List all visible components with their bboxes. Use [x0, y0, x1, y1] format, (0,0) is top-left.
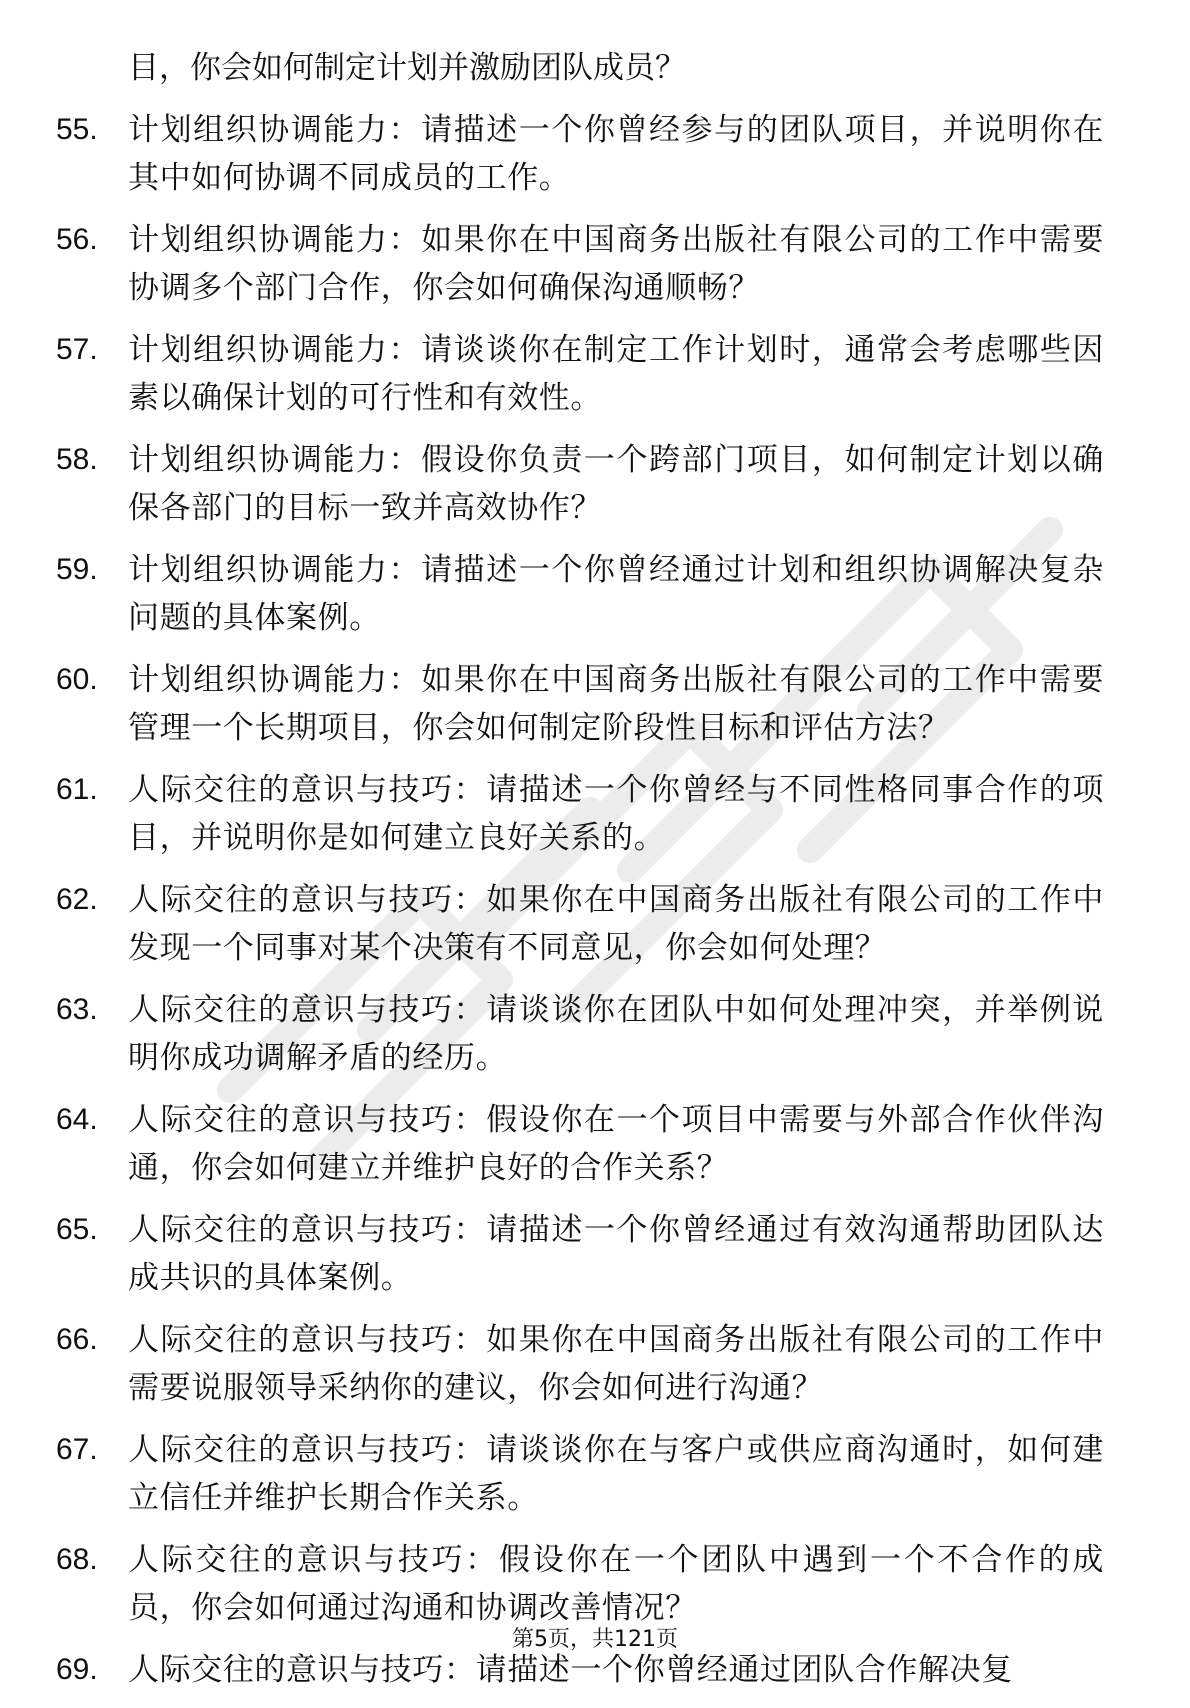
question-text: 人际交往的意识与技巧：如果你在中国商务出版社有限公司的工作中需要说服领导采纳你的建议，你会如何进行沟通？	[128, 1322, 1104, 1406]
question-item	[56, 436, 1116, 532]
question-text: 计划组织协调能力：如果你在中国商务出版社有限公司的工作中需要管理一个长期项目，你会如何制定阶段性目标和评估方法？	[128, 662, 1104, 746]
question-text: 人际交往的意识与技巧：请描述一个你曾经与不同性格同事合作的项目，并说明你是如何建立良好关系的。	[128, 772, 1104, 856]
question-list	[56, 106, 1116, 1694]
question-item	[56, 656, 1116, 752]
question-number: 57.	[56, 333, 98, 366]
question-number: 55.	[56, 113, 98, 146]
question-item	[56, 1096, 1116, 1192]
question-item	[56, 1536, 1116, 1632]
question-number: 63.	[56, 993, 98, 1026]
question-item	[56, 1206, 1116, 1302]
question-number: 69.	[56, 1653, 98, 1686]
continued-question-text: 目，你会如何制定计划并激励团队成员？	[128, 50, 686, 86]
question-number: 64.	[56, 1103, 98, 1136]
question-item	[56, 106, 1116, 202]
question-item	[56, 546, 1116, 642]
question-text: 计划组织协调能力：请描述一个你曾经通过计划和组织协调解决复杂问题的具体案例。	[128, 552, 1104, 636]
question-number: 66.	[56, 1323, 98, 1356]
question-text: 人际交往的意识与技巧：如果你在中国商务出版社有限公司的工作中发现一个同事对某个决策有不同意见，你会如何处理？	[128, 882, 1104, 966]
question-number: 68.	[56, 1543, 98, 1576]
question-item	[56, 986, 1116, 1082]
question-text: 计划组织协调能力：请谈谈你在制定工作计划时，通常会考虑哪些因素以确保计划的可行性和有效性。	[128, 332, 1104, 416]
question-item	[56, 1646, 1116, 1694]
question-item	[56, 1316, 1116, 1412]
question-item	[56, 326, 1116, 422]
question-number: 61.	[56, 773, 98, 806]
question-number: 58.	[56, 443, 98, 476]
question-item	[56, 1426, 1116, 1522]
question-text: 人际交往的意识与技巧：假设你在一个团队中遇到一个不合作的成员，你会如何通过沟通和协调改善情况？	[128, 1542, 1104, 1626]
question-number: 62.	[56, 883, 98, 916]
question-text: 计划组织协调能力：如果你在中国商务出版社有限公司的工作中需要协调多个部门合作，你会如何确保沟通顺畅？	[128, 222, 1104, 306]
question-item	[56, 216, 1116, 312]
question-text: 计划组织协调能力：请描述一个你曾经参与的团队项目，并说明你在其中如何协调不同成员的工作。	[128, 112, 1104, 196]
question-text: 人际交往的意识与技巧：请描述一个你曾经通过团队合作解决复	[128, 1652, 1013, 1688]
question-item	[56, 876, 1116, 972]
question-number: 59.	[56, 553, 98, 586]
question-list-container	[56, 44, 1116, 1708]
question-number: 67.	[56, 1433, 98, 1466]
question-number: 56.	[56, 223, 98, 256]
question-text: 人际交往的意识与技巧：请描述一个你曾经通过有效沟通帮助团队达成共识的具体案例。	[128, 1212, 1104, 1296]
question-number: 60.	[56, 663, 98, 696]
question-text: 人际交往的意识与技巧：请谈谈你在团队中如何处理冲突，并举例说明你成功调解矛盾的经历。	[128, 992, 1104, 1076]
question-item	[56, 766, 1116, 862]
page-footer: 第5页，共121页	[512, 1627, 678, 1652]
question-text: 人际交往的意识与技巧：请谈谈你在与客户或供应商沟通时，如何建立信任并维护长期合作关系。	[128, 1432, 1104, 1516]
question-text: 计划组织协调能力：假设你负责一个跨部门项目，如何制定计划以确保各部门的目标一致并高效协作？	[128, 442, 1104, 526]
question-number: 65.	[56, 1213, 98, 1246]
question-text: 人际交往的意识与技巧：假设你在一个项目中需要与外部合作伙伴沟通，你会如何建立并维护良好的合作关系？	[128, 1102, 1104, 1186]
